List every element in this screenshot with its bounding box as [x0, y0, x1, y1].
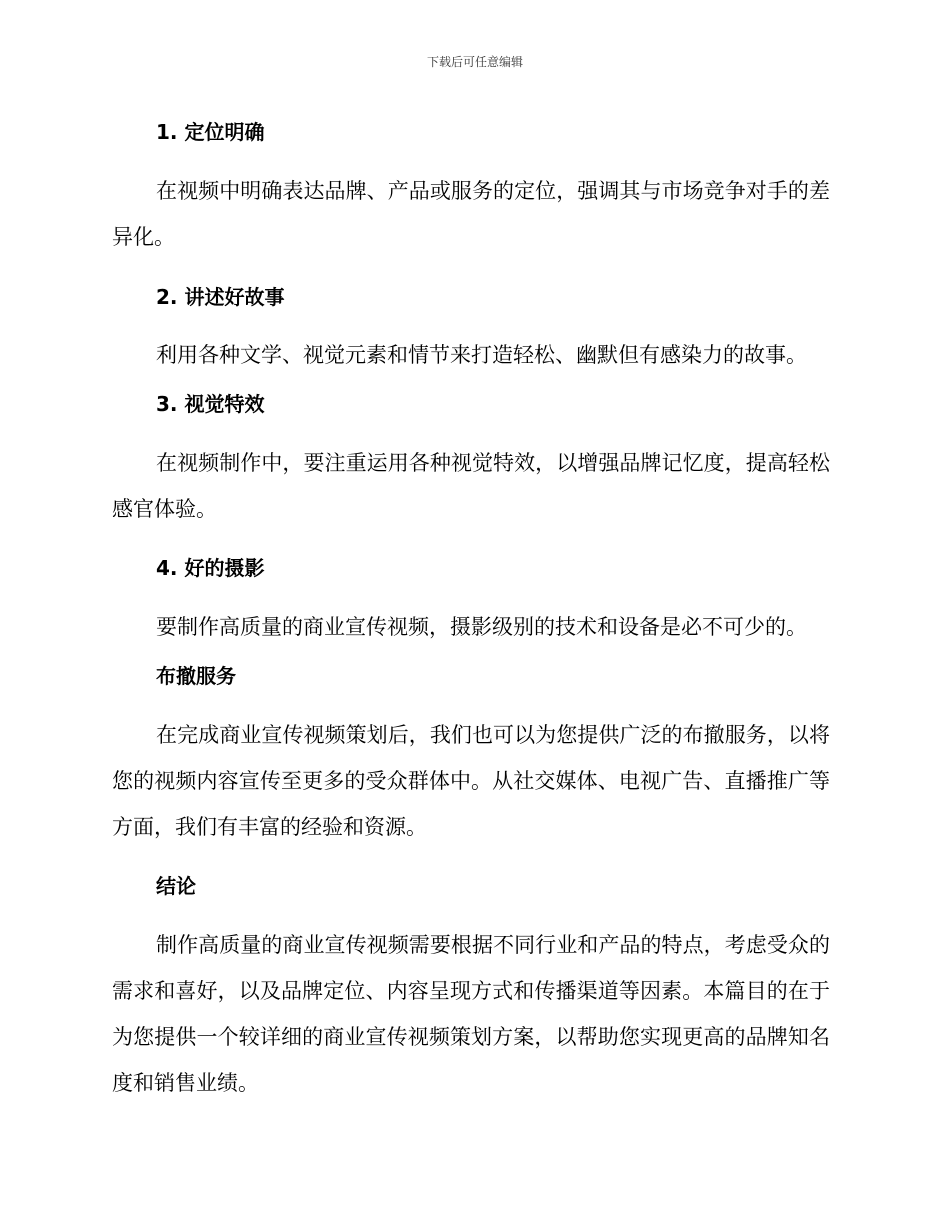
- section-conclusion: [112, 870, 830, 1106]
- section-paragraph: 利用各种文学、视觉元素和情节来打造轻松、幽默但有感染力的故事。: [156, 343, 807, 367]
- section-paragraph: 在完成商业宣传视频策划后，我们也可以为您提供广泛的布撤服务，以将您的视频内容宣传至更多的受众群体中。从社交媒体、电视广告、直播推广等方面，我们有丰富的经验和资源。: [112, 723, 830, 839]
- section-heading: 2. 讲述好故事: [156, 285, 285, 309]
- section-heading: 4. 好的摄影: [156, 556, 265, 580]
- section-paragraph: 制作高质量的商业宣传视频需要根据不同行业和产品的特点，考虑受众的需求和喜好，以及品牌定位、内容呈现方式和传播渠道等因素。本篇目的在于为您提供一个较详细的商业宣传视频策划方案，以帮助您实现更高的品牌知名度和销售业绩。: [112, 933, 830, 1095]
- section-paragraph: 在视频制作中，要注重运用各种视觉特效，以增强品牌记忆度，提高轻松感官体验。: [112, 451, 830, 521]
- section-heading: 布撤服务: [156, 664, 236, 688]
- section-paragraph: 要制作高质量的商业宣传视频，摄影级别的技术和设备是必不可少的。: [156, 615, 807, 639]
- section-visual-effects: [112, 388, 830, 532]
- section-photography: [112, 552, 830, 650]
- section-paragraph: 在视频中明确表达品牌、产品或服务的定位，强调其与市场竞争对手的差异化。: [112, 179, 830, 249]
- section-heading: 3. 视觉特效: [156, 392, 265, 416]
- page-header-note: 下载后可任意编辑: [426, 55, 523, 69]
- document-body: [112, 112, 830, 1106]
- section-heading: 1. 定位明确: [156, 120, 265, 144]
- section-storytelling: [112, 281, 830, 378]
- section-positioning: [112, 116, 830, 260]
- section-heading: 结论: [156, 874, 196, 898]
- section-distribution: [112, 660, 830, 850]
